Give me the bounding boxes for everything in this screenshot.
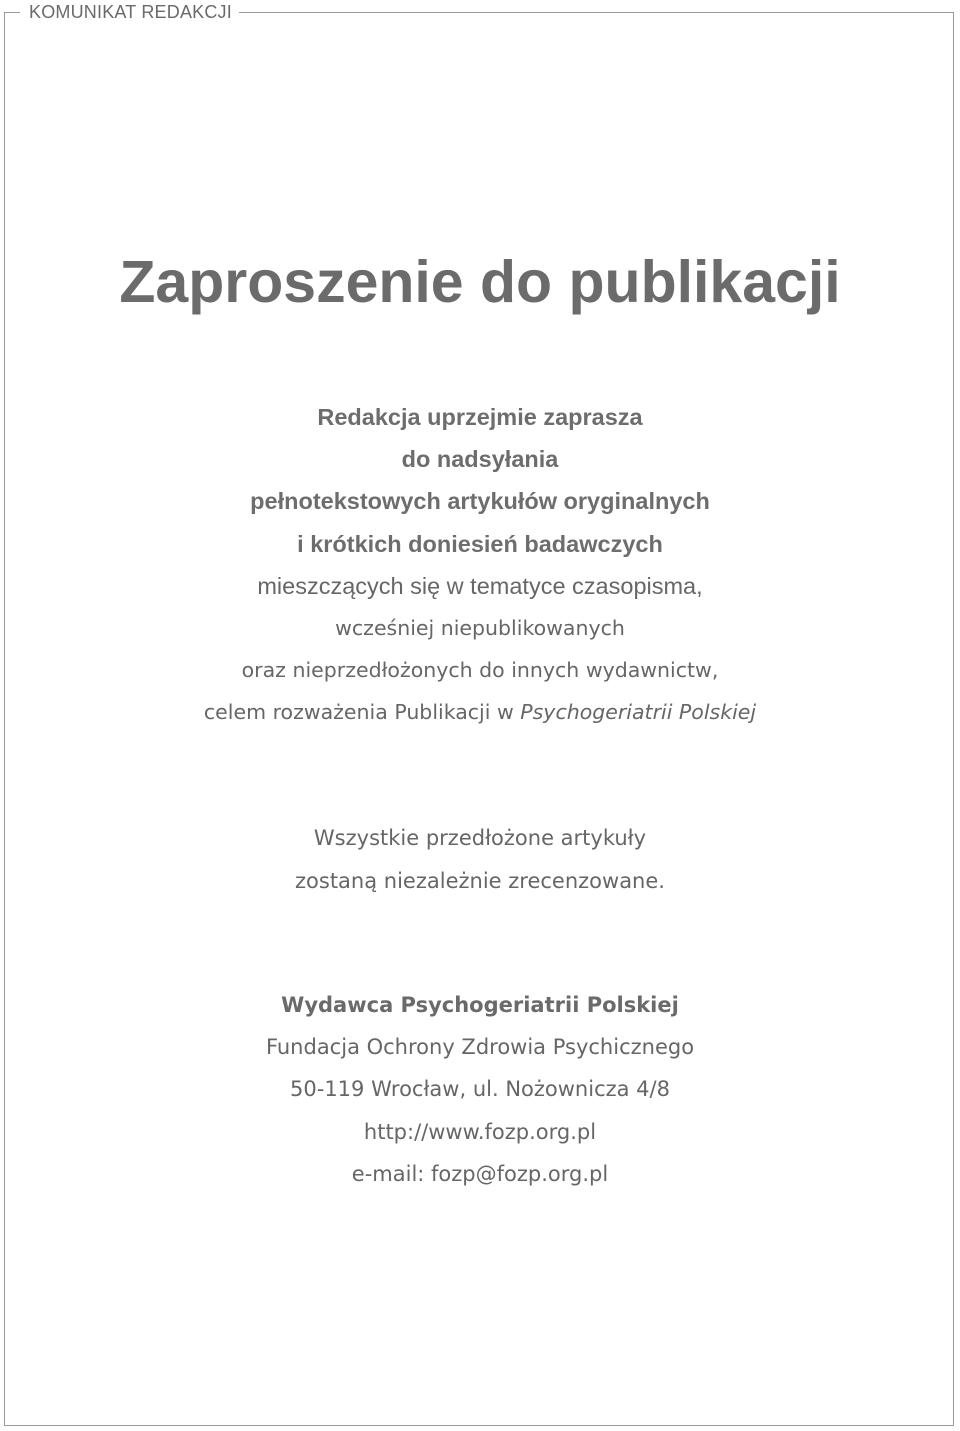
journal-name: Psychogeriatrii Polskiej xyxy=(520,700,757,725)
publisher-address: 50-119 Wrocław, ul. Nożownicza 4/8 xyxy=(290,1077,670,1102)
invitation-line: wcześniej niepublikowanych xyxy=(335,615,625,640)
publisher-name: Fundacja Ochrony Zdrowia Psychicznego xyxy=(265,1035,695,1060)
publisher-email-link[interactable]: e-mail: fozp@fozp.org.pl xyxy=(351,1161,609,1186)
publisher-heading: Wydawca Psychogeriatrii Polskiej xyxy=(281,993,679,1017)
invitation-line-final xyxy=(0,691,960,733)
invitation-line: i krótkich doniesień badawczych xyxy=(297,530,663,557)
publisher-website-link[interactable]: http://www.fozp.org.pl xyxy=(363,1119,597,1144)
review-line: zostaną niezależnie zrecenzowane. xyxy=(295,868,665,893)
invitation-line: oraz nieprzedłożonych do innych wydawnictw, xyxy=(241,658,719,683)
invitation-line: Redakcja uprzejmie zaprasza xyxy=(317,404,643,430)
invitation-line: do nadsyłania xyxy=(401,446,559,473)
review-line: Wszystkie przedłożone artykuły xyxy=(313,826,647,850)
section-label: KOMUNIKAT REDAKCJI xyxy=(20,1,239,23)
review-notice xyxy=(0,817,960,902)
invitation-text xyxy=(0,396,960,734)
invitation-line: mieszczących się w tematyce czasopisma, xyxy=(257,572,703,599)
invitation-line-prefix: celem rozważenia Publikacji w xyxy=(203,700,514,725)
page-title: Zaproszenie do publikacji xyxy=(119,249,841,315)
publisher-info xyxy=(0,984,960,1195)
invitation-line: pełnotekstowych artykułów oryginalnych xyxy=(250,488,710,515)
